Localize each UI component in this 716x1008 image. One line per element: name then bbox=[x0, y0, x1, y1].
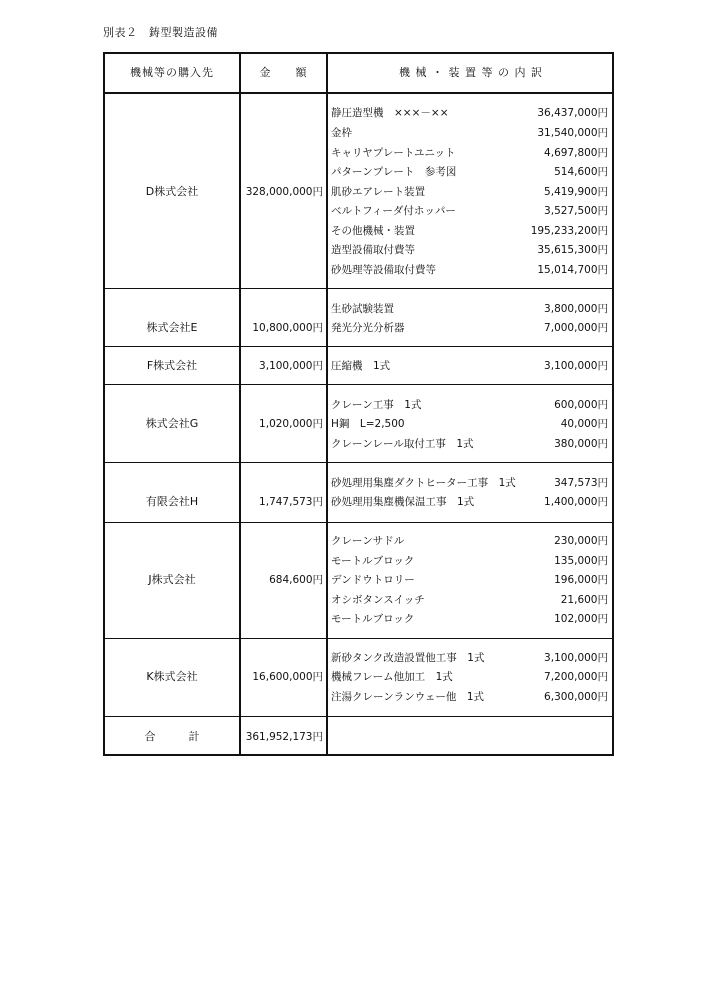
item-name: 機械フレーム他加工 1式 bbox=[331, 671, 453, 683]
item-price: 102,000円 bbox=[554, 613, 608, 625]
item-price: 6,300,000円 bbox=[544, 691, 608, 703]
item-name: 肌砂エアレート装置 bbox=[331, 186, 426, 198]
item-name: モートルブロック bbox=[331, 613, 415, 625]
item-name: ベルトフィーダ付ホッパー bbox=[331, 205, 456, 217]
row-divider bbox=[105, 638, 612, 639]
item-name: 注湯クレーンランウェー他 1式 bbox=[331, 691, 485, 703]
vendor-amount: 684,600円 bbox=[269, 574, 323, 586]
vendor-amount: 16,600,000円 bbox=[252, 671, 323, 683]
vendor-name: D株式会社 bbox=[145, 185, 199, 198]
item-price: 15,014,700円 bbox=[537, 264, 608, 276]
item-name: 砂処理用集塵ダクトヒーター工事 1式 bbox=[331, 477, 516, 489]
item-name: 新砂タンク改造設置他工事 1式 bbox=[331, 652, 485, 664]
item-name: クレーンレール取付工事 1式 bbox=[331, 438, 474, 450]
item-name: デンドウトロリー bbox=[331, 574, 415, 586]
vendor-name: F株式会社 bbox=[146, 359, 198, 372]
item-name: 金枠 bbox=[331, 127, 352, 139]
item-name: 生砂試験装置 bbox=[331, 303, 394, 315]
item-price: 3,100,000円 bbox=[544, 360, 608, 372]
item-price: 35,615,300円 bbox=[537, 244, 608, 256]
item-price: 380,000円 bbox=[554, 438, 608, 450]
vendor-name: 有限会社H bbox=[145, 495, 199, 508]
total-label: 合 計 bbox=[144, 730, 200, 743]
item-name: パターンプレート 参考図 bbox=[331, 166, 457, 178]
row-divider bbox=[105, 346, 612, 347]
vendor-amount: 1,020,000円 bbox=[259, 418, 323, 430]
item-price: 514,600円 bbox=[554, 166, 608, 178]
item-price: 5,419,900円 bbox=[544, 186, 608, 198]
item-price: 4,697,800円 bbox=[544, 147, 608, 159]
item-price: 3,527,500円 bbox=[544, 205, 608, 217]
item-price: 31,540,000円 bbox=[537, 127, 608, 139]
row-divider bbox=[105, 288, 612, 289]
vendor-name: 株式会社E bbox=[146, 321, 198, 334]
item-price: 347,573円 bbox=[554, 477, 608, 489]
vendor-amount: 328,000,000円 bbox=[245, 186, 323, 198]
item-price: 36,437,000円 bbox=[537, 107, 608, 119]
item-name: 砂処理等設備取付費等 bbox=[331, 264, 436, 276]
header-vendor: 機械等の購入先 bbox=[130, 66, 214, 79]
vendor-name: J株式会社 bbox=[148, 573, 196, 586]
item-price: 196,000円 bbox=[554, 574, 608, 586]
total-amount: 361,952,173円 bbox=[245, 731, 323, 743]
equipment-table bbox=[103, 52, 614, 756]
table-caption: 別表２ 鋳型製造設備 bbox=[103, 26, 218, 39]
row-divider bbox=[105, 384, 612, 385]
item-price: 7,200,000円 bbox=[544, 671, 608, 683]
item-price: 7,000,000円 bbox=[544, 322, 608, 334]
item-name: キャリヤプレートユニット bbox=[331, 147, 456, 159]
item-price: 230,000円 bbox=[554, 535, 608, 547]
item-price: 600,000円 bbox=[554, 399, 608, 411]
item-price: 135,000円 bbox=[554, 555, 608, 567]
column-divider bbox=[326, 54, 328, 754]
row-divider bbox=[105, 716, 612, 717]
item-name: 発光分光分析器 bbox=[331, 322, 405, 334]
item-price: 195,233,200円 bbox=[530, 225, 608, 237]
item-price: 21,600円 bbox=[560, 594, 608, 606]
item-price: 40,000円 bbox=[560, 418, 608, 430]
vendor-amount: 1,747,573円 bbox=[259, 496, 323, 508]
item-name: H鋼 L=2,500 bbox=[331, 418, 405, 430]
item-price: 3,100,000円 bbox=[544, 652, 608, 664]
header-items: 機 械 ・ 装 置 等 の 内 訳 bbox=[399, 66, 543, 79]
vendor-amount: 3,100,000円 bbox=[259, 360, 323, 372]
column-divider bbox=[239, 54, 241, 754]
item-name: 砂処理用集塵機保温工事 1式 bbox=[331, 496, 475, 508]
row-divider bbox=[105, 522, 612, 523]
row-divider bbox=[105, 462, 612, 463]
item-name: 静圧造型機 ×××－×× bbox=[331, 107, 449, 119]
item-price: 3,800,000円 bbox=[544, 303, 608, 315]
header-rule bbox=[105, 92, 612, 94]
item-name: オシボタンスイッチ bbox=[331, 594, 425, 606]
vendor-amount: 10,800,000円 bbox=[252, 322, 323, 334]
vendor-name: 株式会社G bbox=[145, 417, 199, 430]
item-name: モートルブロック bbox=[331, 555, 415, 567]
item-price: 1,400,000円 bbox=[544, 496, 608, 508]
vendor-name: K株式会社 bbox=[146, 670, 198, 683]
item-name: その他機械・装置 bbox=[331, 225, 415, 237]
item-name: 造型設備取付費等 bbox=[331, 244, 415, 256]
item-name: クレーン工事 1式 bbox=[331, 399, 422, 411]
header-amount: 金 額 bbox=[259, 66, 308, 79]
item-name: 圧縮機 1式 bbox=[331, 360, 391, 372]
item-name: クレーンサドル bbox=[331, 535, 405, 547]
